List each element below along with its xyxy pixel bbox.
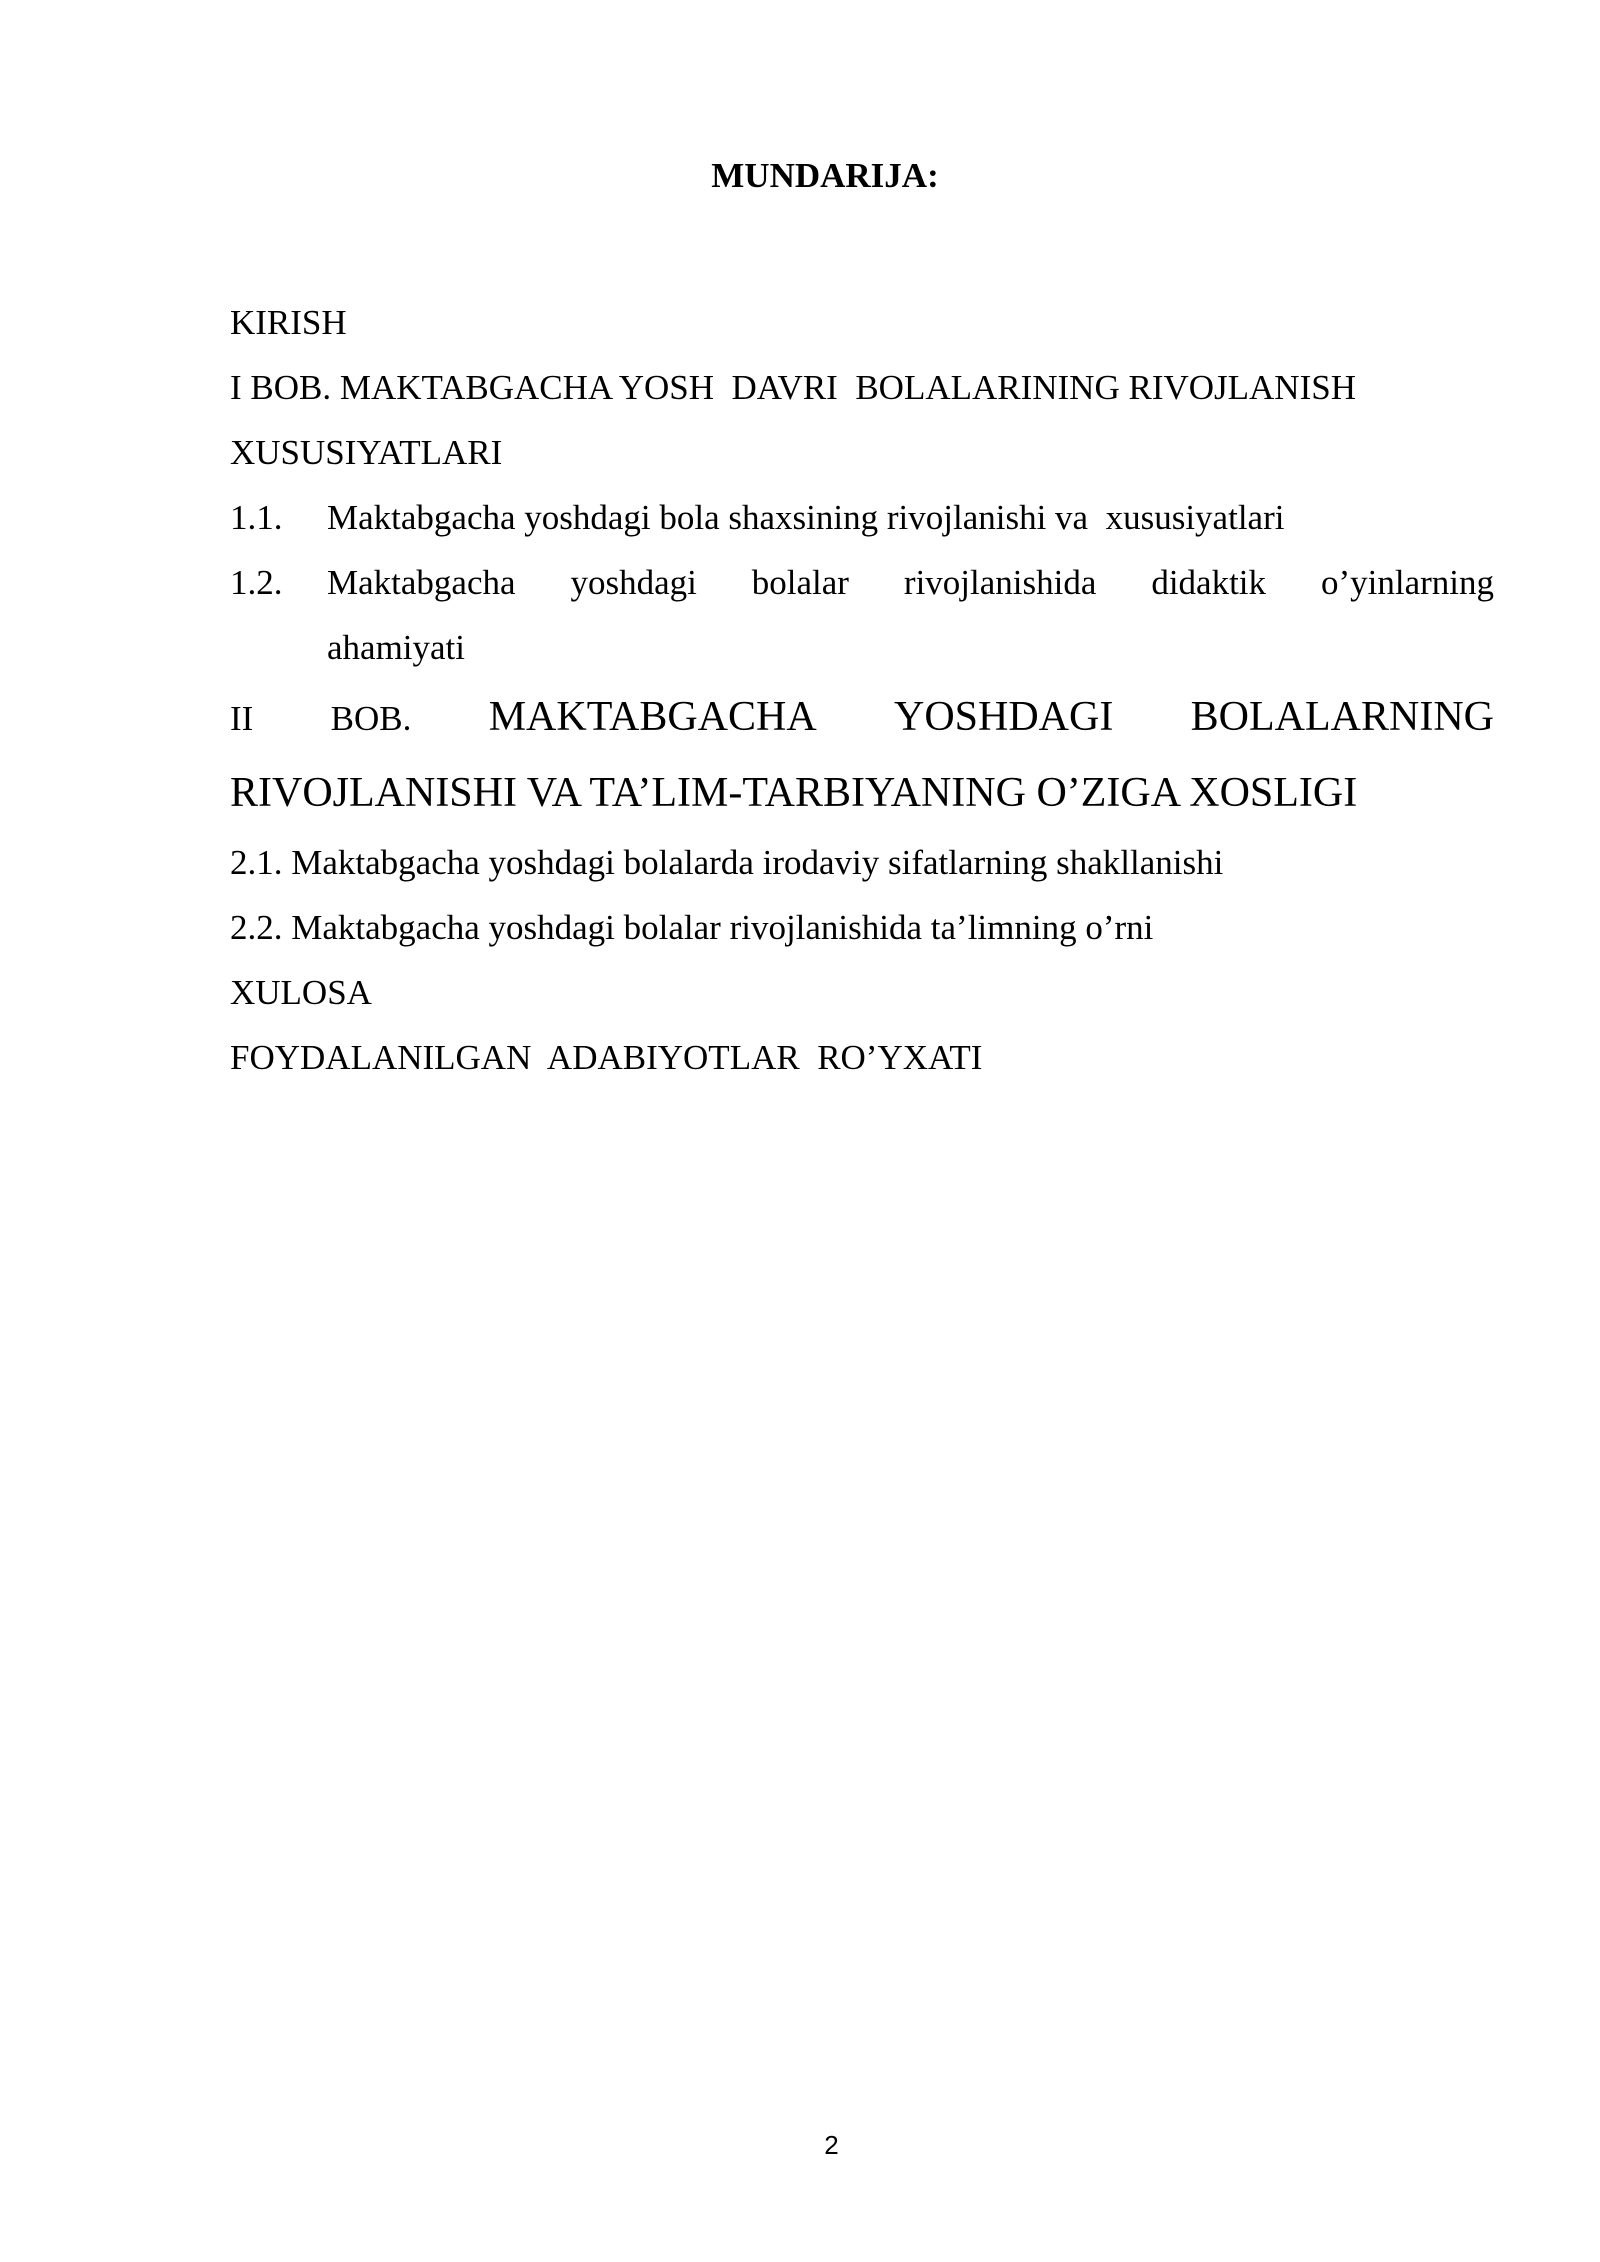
section-title-line1: Maktabgacha yoshdagi bolalar rivojlanishida didaktik o’yinlarning — [327, 563, 1494, 602]
toc-entry-bibliography: FOYDALANILGAN ADABIYOTLAR RO’YXATI — [230, 1038, 983, 1077]
chapter2-title-word: YOSHDAGI — [894, 694, 1114, 740]
table-of-contents — [230, 290, 1494, 1090]
chapter2-title-word: MAKTABGACHA — [488, 694, 817, 740]
toc-entry-section-1-1 — [230, 485, 1494, 550]
toc-entry-chapter2 — [230, 680, 1494, 830]
toc-entry-section-2-2: 2.2. Maktabgacha yoshdagi bolalar rivojlanishida ta’limning o’rni — [230, 908, 1154, 947]
toc-entry-conclusion: XULOSA — [230, 973, 372, 1012]
section-title: Maktabgacha yoshdagi bola shaxsining rivojlanishi va xususiyatlari — [327, 498, 1285, 537]
chapter2-line2: RIVOJLANISHI VA TA’LIM-TARBIYANING O’ZIGA XOSLIGI — [230, 770, 1358, 816]
section-title-line2: ahamiyati — [327, 628, 466, 667]
chapter2-roman-numeral: II — [230, 699, 254, 738]
chapter2-line1 — [230, 680, 1494, 756]
chapter2-bob-label: BOB. — [330, 699, 412, 738]
toc-entry-section-1-2 — [230, 550, 1494, 680]
page-title: MUNDARIJA: — [711, 156, 939, 195]
toc-entry-intro: KIRISH — [230, 303, 347, 342]
section-title — [327, 550, 1494, 680]
toc-entry-chapter1-line2: XUSUSIYATLARI — [230, 433, 503, 472]
chapter2-title-word: BOLALARNING — [1190, 694, 1494, 740]
section-number: 1.1. — [230, 498, 283, 537]
toc-entry-section-2-1: 2.1. Maktabgacha yoshdagi bolalarda irodaviy sifatlarning shakllanishi — [230, 843, 1224, 882]
toc-entry-chapter1-line1: I BOB. MAKTABGACHA YOSH DAVRI BOLALARINING RIVOJLANISH — [230, 368, 1356, 407]
page-number: 2 — [824, 2130, 839, 2160]
section-number: 1.2. — [230, 563, 283, 602]
